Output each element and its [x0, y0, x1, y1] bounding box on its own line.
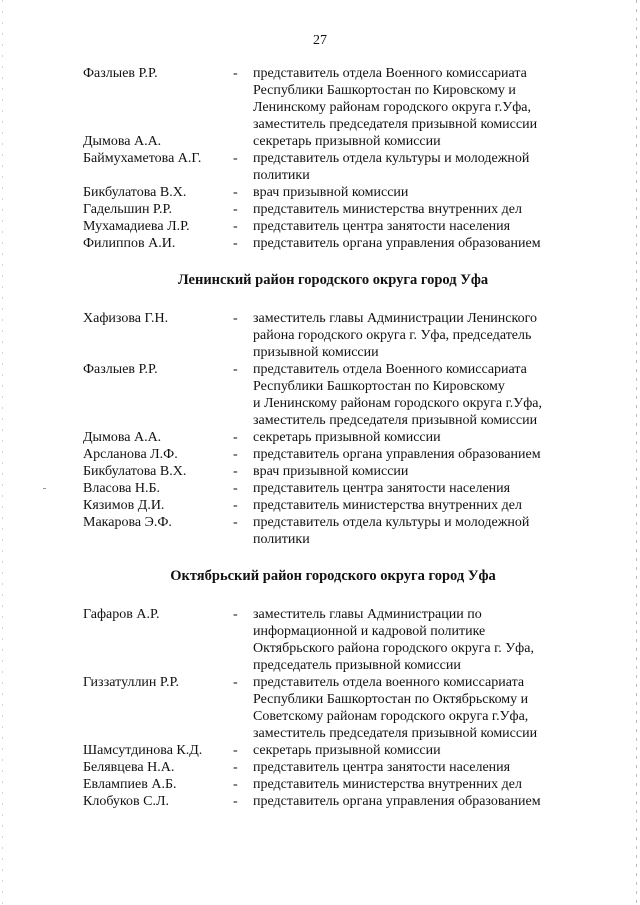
member-row [83, 480, 583, 497]
member-role-line: представитель центра занятости населения [253, 760, 511, 775]
member-name: Филиппов А.И. [83, 236, 176, 251]
scan-edge-right [636, 0, 637, 905]
member-role-line: Советскому районам городского округа г.Уфа, [253, 709, 529, 724]
member-row [83, 235, 583, 252]
name-spacer [83, 344, 233, 361]
member-row [83, 201, 583, 218]
member-name: Мухамадиева Л.Р. [83, 219, 190, 234]
member-role-line: политики [253, 532, 310, 547]
member-role-line: Ленинскому районам городского округа г.Уфа, [253, 100, 532, 115]
dash-separator: - [233, 219, 238, 234]
dash-spacer [233, 708, 253, 725]
member-row [83, 361, 583, 378]
member-role-line: представитель отдела культуры и молодежной [253, 515, 530, 530]
dash-separator [233, 133, 253, 150]
member-row-continuation [83, 327, 583, 344]
member-role-line: представитель органа управления образованием [253, 794, 541, 809]
dash-spacer [233, 623, 253, 640]
member-role-line: секретарь призывной комиссии [253, 743, 441, 758]
member-name: Гафаров А.Р. [83, 607, 160, 622]
dash-separator: - [233, 430, 238, 445]
dash-separator: - [233, 66, 238, 81]
member-name: Фазлыев Р.Р. [83, 362, 158, 377]
member-row-continuation [83, 725, 583, 742]
dash-separator: - [233, 515, 238, 530]
dash-spacer [233, 395, 253, 412]
member-row [83, 65, 583, 82]
member-role-line: представитель отдела культуры и молодежной [253, 151, 530, 166]
member-row-continuation [83, 344, 583, 361]
dash-separator: - [233, 464, 238, 479]
member-role-line: Республики Башкортостан по Кировскому и [253, 83, 516, 98]
member-name: Арсланова Л.Ф. [83, 447, 178, 462]
name-spacer [83, 412, 233, 429]
member-name: Гиззатуллин Р.Р. [83, 675, 179, 690]
member-row [83, 218, 583, 235]
dash-separator: - [233, 498, 238, 513]
document-body [83, 65, 583, 810]
member-row-continuation [83, 657, 583, 674]
member-role-line: представитель органа управления образованием [253, 447, 541, 462]
dash-separator: - [233, 481, 238, 496]
member-role-line: представитель министерства внутренних дел [253, 202, 522, 217]
member-role-line: призывной комиссии [253, 345, 379, 360]
member-row [83, 497, 583, 514]
member-row [83, 310, 583, 327]
dash-separator: - [233, 202, 238, 217]
dash-separator: - [233, 607, 238, 622]
member-role-line: представитель отдела Военного комиссариата [253, 362, 527, 377]
dash-separator: - [233, 675, 238, 690]
member-role-line: Республики Башкортостан по Октябрьскому и [253, 692, 529, 707]
member-name: Баймухаметова А.Г. [83, 151, 202, 166]
member-name: Власова Н.Б. [83, 481, 161, 496]
scan-mark [43, 488, 46, 489]
name-spacer [83, 691, 233, 708]
member-name: Фазлыев Р.Р. [83, 66, 158, 81]
member-row-continuation [83, 395, 583, 412]
member-row [83, 759, 583, 776]
dash-spacer [233, 116, 253, 133]
member-row [83, 606, 583, 623]
section-title: Ленинский район городского округа город Уфа [177, 272, 489, 288]
member-role-line: представитель центра занятости населения [253, 481, 511, 496]
commission-section [83, 65, 583, 252]
member-row-continuation [83, 82, 583, 99]
dash-spacer [233, 725, 253, 742]
dash-separator: - [233, 777, 238, 792]
member-name: Белявцева Н.А. [83, 760, 175, 775]
member-row-continuation [83, 378, 583, 395]
member-row-continuation [83, 691, 583, 708]
member-row [83, 776, 583, 793]
dash-separator: - [233, 447, 238, 462]
name-spacer [83, 640, 233, 657]
member-row [83, 133, 583, 150]
name-spacer [83, 167, 233, 184]
member-role-line: представитель отдела Военного комиссариата [253, 66, 527, 81]
dash-spacer [233, 531, 253, 548]
scan-edge-left [2, 0, 3, 905]
name-spacer [83, 82, 233, 99]
member-role-line: врач призывной комиссии [253, 464, 409, 479]
member-role-line: заместитель председателя призывной комиссии [253, 117, 538, 132]
member-role-line: заместитель главы Администрации по [253, 607, 482, 622]
member-row-continuation [83, 623, 583, 640]
member-row-continuation [83, 531, 583, 548]
member-name: Гадельшин Р.Р. [83, 202, 173, 217]
commission-section [83, 548, 583, 810]
member-role-line: секретарь призывной комиссии [253, 134, 441, 149]
name-spacer [83, 327, 233, 344]
member-role-line: Республики Башкортостан по Кировскому [253, 379, 505, 394]
member-role-line: врач призывной комиссии [253, 185, 409, 200]
dash-spacer [233, 412, 253, 429]
member-name: Дымова А.А. [83, 430, 162, 445]
member-role-line: района городского округа г. Уфа, председатель [253, 328, 532, 343]
member-role-line: Октябрьского района городского округа г. Уфа, [253, 641, 534, 656]
dash-separator: - [233, 185, 238, 200]
member-row [83, 742, 583, 759]
member-row [83, 514, 583, 531]
dash-spacer [233, 640, 253, 657]
dash-separator: - [233, 362, 238, 377]
dash-spacer [233, 99, 253, 116]
dash-spacer [233, 327, 253, 344]
member-row [83, 184, 583, 201]
member-role-line: представитель органа управления образованием [253, 236, 541, 251]
member-role-line: председатель призывной комиссии [253, 658, 461, 673]
dash-separator: - [233, 743, 238, 758]
member-row [83, 150, 583, 167]
name-spacer [83, 395, 233, 412]
member-role-line: заместитель председателя призывной комиссии [253, 413, 538, 428]
dash-spacer [233, 344, 253, 361]
member-role-line: заместитель председателя призывной комиссии [253, 726, 538, 741]
member-role-line: политики [253, 168, 310, 183]
dash-spacer [233, 167, 253, 184]
name-spacer [83, 657, 233, 674]
dash-spacer [233, 82, 253, 99]
member-role-line: и Ленинскому районам городского округа г.Уфа, [253, 396, 542, 411]
dash-spacer [233, 691, 253, 708]
member-name: Макарова Э.Ф. [83, 515, 172, 530]
name-spacer [83, 116, 233, 133]
member-row-continuation [83, 640, 583, 657]
commission-section [83, 252, 583, 548]
name-spacer [83, 708, 233, 725]
member-role-line: информационной и кадровой политике [253, 624, 486, 639]
member-name: Клобуков С.Л. [83, 794, 169, 809]
dash-separator: - [233, 760, 238, 775]
dash-separator: - [233, 794, 238, 809]
member-row [83, 429, 583, 446]
member-role-line: представитель отдела военного комиссариата [253, 675, 525, 690]
member-role-line: секретарь призывной комиссии [253, 430, 441, 445]
member-row-continuation [83, 99, 583, 116]
member-row-continuation [83, 167, 583, 184]
member-role-line: представитель министерства внутренних дел [253, 498, 522, 513]
dash-separator: - [233, 151, 238, 166]
member-row-continuation [83, 412, 583, 429]
name-spacer [83, 531, 233, 548]
name-spacer [83, 378, 233, 395]
page-number: 27 [313, 33, 327, 48]
name-spacer [83, 99, 233, 116]
member-name: Хафизова Г.Н. [83, 311, 169, 326]
member-row-continuation [83, 116, 583, 133]
member-role-line: представитель центра занятости населения [253, 219, 511, 234]
member-row [83, 793, 583, 810]
dash-separator: - [233, 311, 238, 326]
member-role-line: заместитель главы Администрации Ленинского [253, 311, 537, 326]
name-spacer [83, 623, 233, 640]
member-row-continuation [83, 708, 583, 725]
dash-spacer [233, 378, 253, 395]
member-name: Евлампиев А.Б. [83, 777, 177, 792]
dash-separator: - [233, 236, 238, 251]
member-name: Бикбулатова В.Х. [83, 185, 187, 200]
member-name: Бикбулатова В.Х. [83, 464, 187, 479]
member-row [83, 463, 583, 480]
member-name: Шамсутдинова К.Д. [83, 743, 203, 758]
member-name: Дымова А.А. [83, 134, 162, 149]
member-row [83, 446, 583, 463]
section-title: Октябрьский район городского округа город Уфа [170, 568, 496, 584]
member-row [83, 674, 583, 691]
dash-spacer [233, 657, 253, 674]
member-role-line: представитель министерства внутренних дел [253, 777, 522, 792]
name-spacer [83, 725, 233, 742]
member-name: Кязимов Д.И. [83, 498, 165, 513]
